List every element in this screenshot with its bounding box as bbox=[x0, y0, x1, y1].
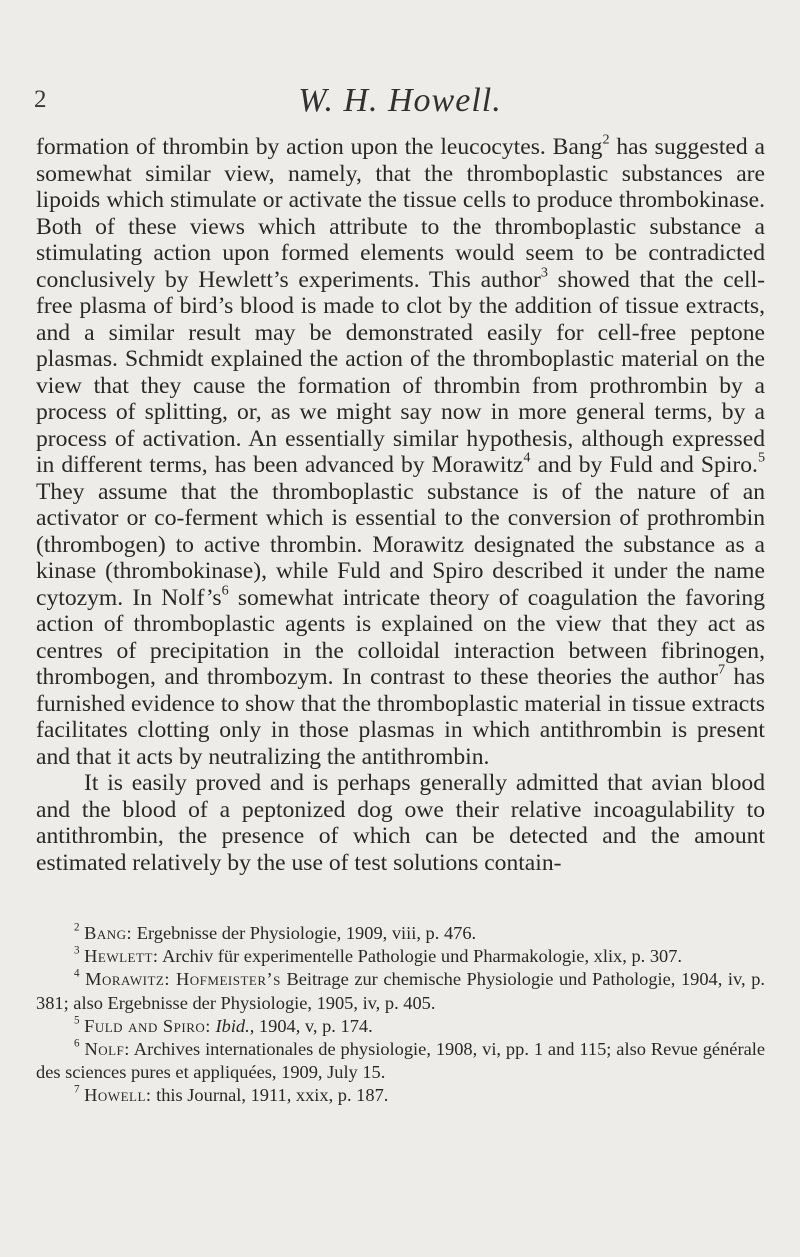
footnote-text: Beitrage zur chemische Physiologie und Pathologie, 1904, iv, p. 381; also Ergebnisse der Physiologie, 1905, iv, p. 405. bbox=[36, 969, 765, 1013]
text-run: formation of thrombin by action upon the leucocytes. Bang bbox=[36, 134, 603, 160]
footnote bbox=[36, 1084, 765, 1107]
paragraph-2: It is easily proved and is perhaps generally admitted that avian blood and the blood of a peptonized dog owe their relative incoagulability to antithrombin, the presence of which can be detected and the amount estimated relatively by the use of test solutions contain- bbox=[36, 770, 765, 876]
footnote-author: Howell: bbox=[84, 1085, 152, 1106]
footnote-author: Nolf: bbox=[84, 1039, 130, 1060]
footnote-number: 7 bbox=[74, 1084, 80, 1097]
footnote-author: Morawitz: Hofmeister’s bbox=[85, 969, 281, 990]
footnote-number: 6 bbox=[74, 1037, 80, 1050]
footnote-ref: 2 bbox=[602, 131, 610, 148]
footnote-author: Fuld and Spiro: bbox=[84, 1015, 211, 1036]
footnote-text: Archives internationales de physiologie, 1908, vi, pp. 1 and 115; also Revue générale des sciences pures et appliquées, 1909, July 15. bbox=[36, 1039, 766, 1083]
footnote-author: Hewlett: bbox=[84, 946, 159, 967]
text-run: and by Fuld and Spiro. bbox=[530, 452, 758, 478]
footnote bbox=[36, 1038, 765, 1084]
text-run: somewhat intricate theory of coagulation the favoring action of thromboplastic agents is explained on the view that they act as centres of precipitation in the colloidal interaction between fibrinogen, thrombogen, and thrombozym. In contrast to these theories the author bbox=[36, 584, 765, 690]
footnote-ref: 6 bbox=[221, 581, 229, 598]
text-run: has furnished evidence to show that the thromboplastic material in tissue extracts facilitates clotting only in those plasmas in which antithrombin is present and that it acts by neutralizing the antithrombin. bbox=[36, 664, 765, 770]
footnote-number: 3 bbox=[74, 944, 80, 957]
page-header bbox=[0, 82, 800, 122]
footnote bbox=[36, 968, 765, 1014]
text-run: has suggested a somewhat similar view, namely, that the thromboplastic substances are lipoids which stimulate or activate the tissue cells to produce thrombokinase. Both of these views which attribute to the thromboplastic substance a stimulating action upon formed elements would seem to be contradicted conclusively by Hewlett’s experiments. This author bbox=[36, 134, 766, 293]
footnote-ref: 5 bbox=[757, 449, 766, 466]
footnote bbox=[36, 945, 765, 968]
footnote bbox=[36, 1015, 765, 1038]
running-head: W. H. Howell. bbox=[298, 82, 502, 119]
footnote-text: this Journal, 1911, xxix, p. 187. bbox=[151, 1085, 389, 1106]
footnote-text: Ergebnisse der Physiologie, 1909, viii, p. 476. bbox=[132, 923, 477, 943]
footnote-number: 5 bbox=[74, 1014, 80, 1027]
footnote-text: Archiv für experimentelle Pathologie und Pharmakologie, xlix, p. 307. bbox=[158, 946, 683, 967]
footnote-text: , 1904, v, p. 174. bbox=[249, 1015, 373, 1036]
footnotes bbox=[36, 922, 765, 1108]
paragraph-1 bbox=[36, 131, 766, 770]
text-run: They assume that the thromboplastic substance is of the nature of an activator or co-ferment which is essential to the conversion of prothrombin (thrombogen) to active thrombin. Morawitz designated the substance as a kinase (thrombokinase), while Fuld and Spiro described it under the name cytozym. In Nolf’s bbox=[36, 478, 765, 611]
footnote bbox=[36, 922, 765, 945]
page-number: 2 bbox=[34, 86, 47, 113]
footnote-number: 4 bbox=[74, 968, 80, 981]
body-text bbox=[36, 131, 766, 876]
footnote-ref: 3 bbox=[540, 263, 548, 280]
footnote-author: Bang: bbox=[84, 923, 133, 943]
footnote-number: 2 bbox=[74, 921, 80, 934]
footnote-ref: 7 bbox=[717, 661, 726, 678]
footnote-ref: 4 bbox=[523, 449, 531, 466]
text-run: showed that the cell-free plasma of bird’s blood is made to clot by the addition of tissue extracts, and a similar result may be demonstrated easily for cell-free peptone plasmas. Schmidt explained the action of the thromboplastic material on the view that they cause the formation of thrombin from prothrombin by a process of splitting, or, as we might say now in more general terms, by a process of activation. An essentially similar hypothesis, although expressed in different terms, has been advanced by Morawitz bbox=[36, 266, 765, 478]
footnote-ibid: Ibid. bbox=[215, 1015, 250, 1036]
